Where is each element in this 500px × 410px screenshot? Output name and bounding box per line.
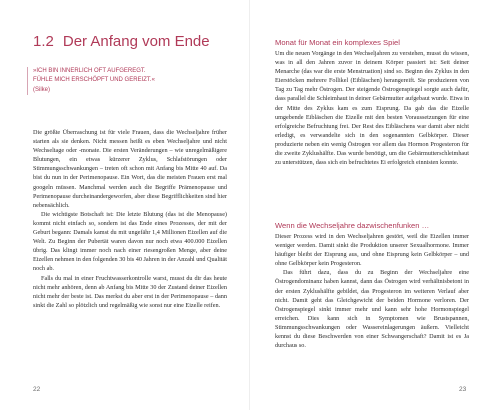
page-number-left: 22 [33, 386, 41, 393]
quote-line-2: FÜHLE MICH ERSCHÖPFT UND GEREIZT.« [33, 77, 155, 83]
right-body-text-1 [275, 49, 469, 167]
quote-attribution: (Silke) [33, 87, 51, 93]
paragraph: Das führt dazu, dass du zu Beginn der Wechseljahre eine Östrogendominanz haben kannst, dann das Östrogen wird verhältnisbetont in der ersten Zyklushälfte gebildet, das Progesteron im weiteren Verlauf aber nicht. Damit geht das Gleichgewicht der beiden Hormone verloren. Der Östrogenspiegel sinkt immer mehr und kann sehr hohe Hormonspiegel erreichen. Dies kann sich in Symptomen wie Brustspannen, Stimmungsschwankungen oder Wassereinlagerungen äußern. Vielleicht kennst du diese Beschwerden von einer Schwangerschaft? Damit ist es Ja durchaus so. [275, 269, 469, 350]
quote-line-1: »ICH BIN INNERLICH OFT AUFGEREGT. [33, 68, 146, 74]
paragraph: Falls du mal in einer Fruchtwasserkontrolle warst, musst du dir das heute nicht mehr anhören, denn ab Anfang bis Mitte 30 der Zustand deiner Eizellen nicht mehr der beste ist. Das merkst du aber erst in der Perimenopause – dann sinkt die Zahl so plötzlich und regelmäßig wie sonst nur eine Eizelle reifen. [33, 274, 227, 309]
paragraph: Die größte Überraschung ist für viele Frauen, dass die Wechseljahre früher starten als sie denken. Nicht messen heißt es eben Wechseljahre und nicht Wechseltage oder -monate. Die ersten Veränderungen – wie unregelmäßigere Blutungen, ein etwas kürzerer Zyklus, Schlafstörungen oder Stimmungsschwankungen – treten oft schon mit Anfang bis Mitte 40 auf. Da bist du nun in der Perimenopause. Ein Wort, das die meisten Frauen erst mal googeln müssen. Manchmal werden auch die Begriffe Prämenopause und Perimenopause durcheinandergeworfen, aber diese Begrifflichkeiten sind hier nebensächlich. [33, 129, 227, 209]
chapter-heading [33, 33, 210, 50]
chapter-number: 1.2 [33, 33, 54, 50]
right-page [250, 0, 500, 410]
pull-quote [27, 67, 233, 95]
page-number-right: 23 [459, 386, 467, 393]
subheading-wechseljahre: Wenn die Wechseljahre dazwischenfunken … [275, 221, 430, 230]
subheading-monat: Monat für Monat ein komplexes Spiel [275, 38, 400, 47]
left-body-text [33, 128, 227, 310]
paragraph: Um die neuen Vorgänge in den Wechseljahren zu verstehen, musst du wissen, was in all den Jahren zuvor in deinem Körper passiert ist: Seit deiner Menarche (das war die erste Menstruation) sind so. Beginn des Zyklus in den Eierstöcken mehrere Follikel (Eibläschen) herangereift. Sie produzieren von Tag zu Tag mehr Östrogen. Der steigende Östrogenspiegel sorgte auch dafür, dass parallel die Schleimhaut in deiner Gebärmutter aufgebaut wurde. Etwa in der Mitte des Zyklus kam es zum Eisprung. Da gab das die Eizelle umgebende Eibläschen die Eizelle mit den besten Voraussetzungen für eine erfolgreiche Befruchtung frei. Der Rest des Eibläschens war damit aber nicht erledigt, es verwandelte sich in den sogenannten Gelbkörper. Dieser produzierte neben ein wenig Östrogen vor allem das Hormon Progesteron für die zweite Zyklushälfte. Das wurde benötigt, um die Gebärmutterschleimhaut zu unterstützen, dass sich ein befruchtetes Ei erfolgreich einnisten konnte. [275, 50, 469, 167]
chapter-title: Der Anfang vom Ende [62, 33, 210, 50]
paragraph: Die wichtigste Botschaft ist: Die letzte Blutung (das ist die Menopause) kommt nicht einfach so, sondern ist das Ende eines Prozesses, der mit der Geburt begann: Damals kamst du mit ungefähr 1,4 Millionen Eizellen auf die Welt. Zu Beginn der Pubertät waren davon nur noch etwa 400.000 Eizellen übrig. Das klingt immer noch nach einer riesengroßen Menge, aber deine Eizellen nehmen in den folgenden 30 bis 40 Jahren in der Anzahl und Qualität noch ab. [33, 210, 227, 273]
paragraph: Dieser Prozess wird in den Wechseljahren gestört, weil die Eizellen immer weniger werden. Damit sinkt die Produktion unserer Sexualhormone. Immer häufiger bleibt der Eisprung aus, und ohne Eisprung kein Gelbkörper – und ohne Gelbkörper kein Progesteron. [275, 233, 469, 268]
right-body-text-2 [275, 232, 469, 350]
